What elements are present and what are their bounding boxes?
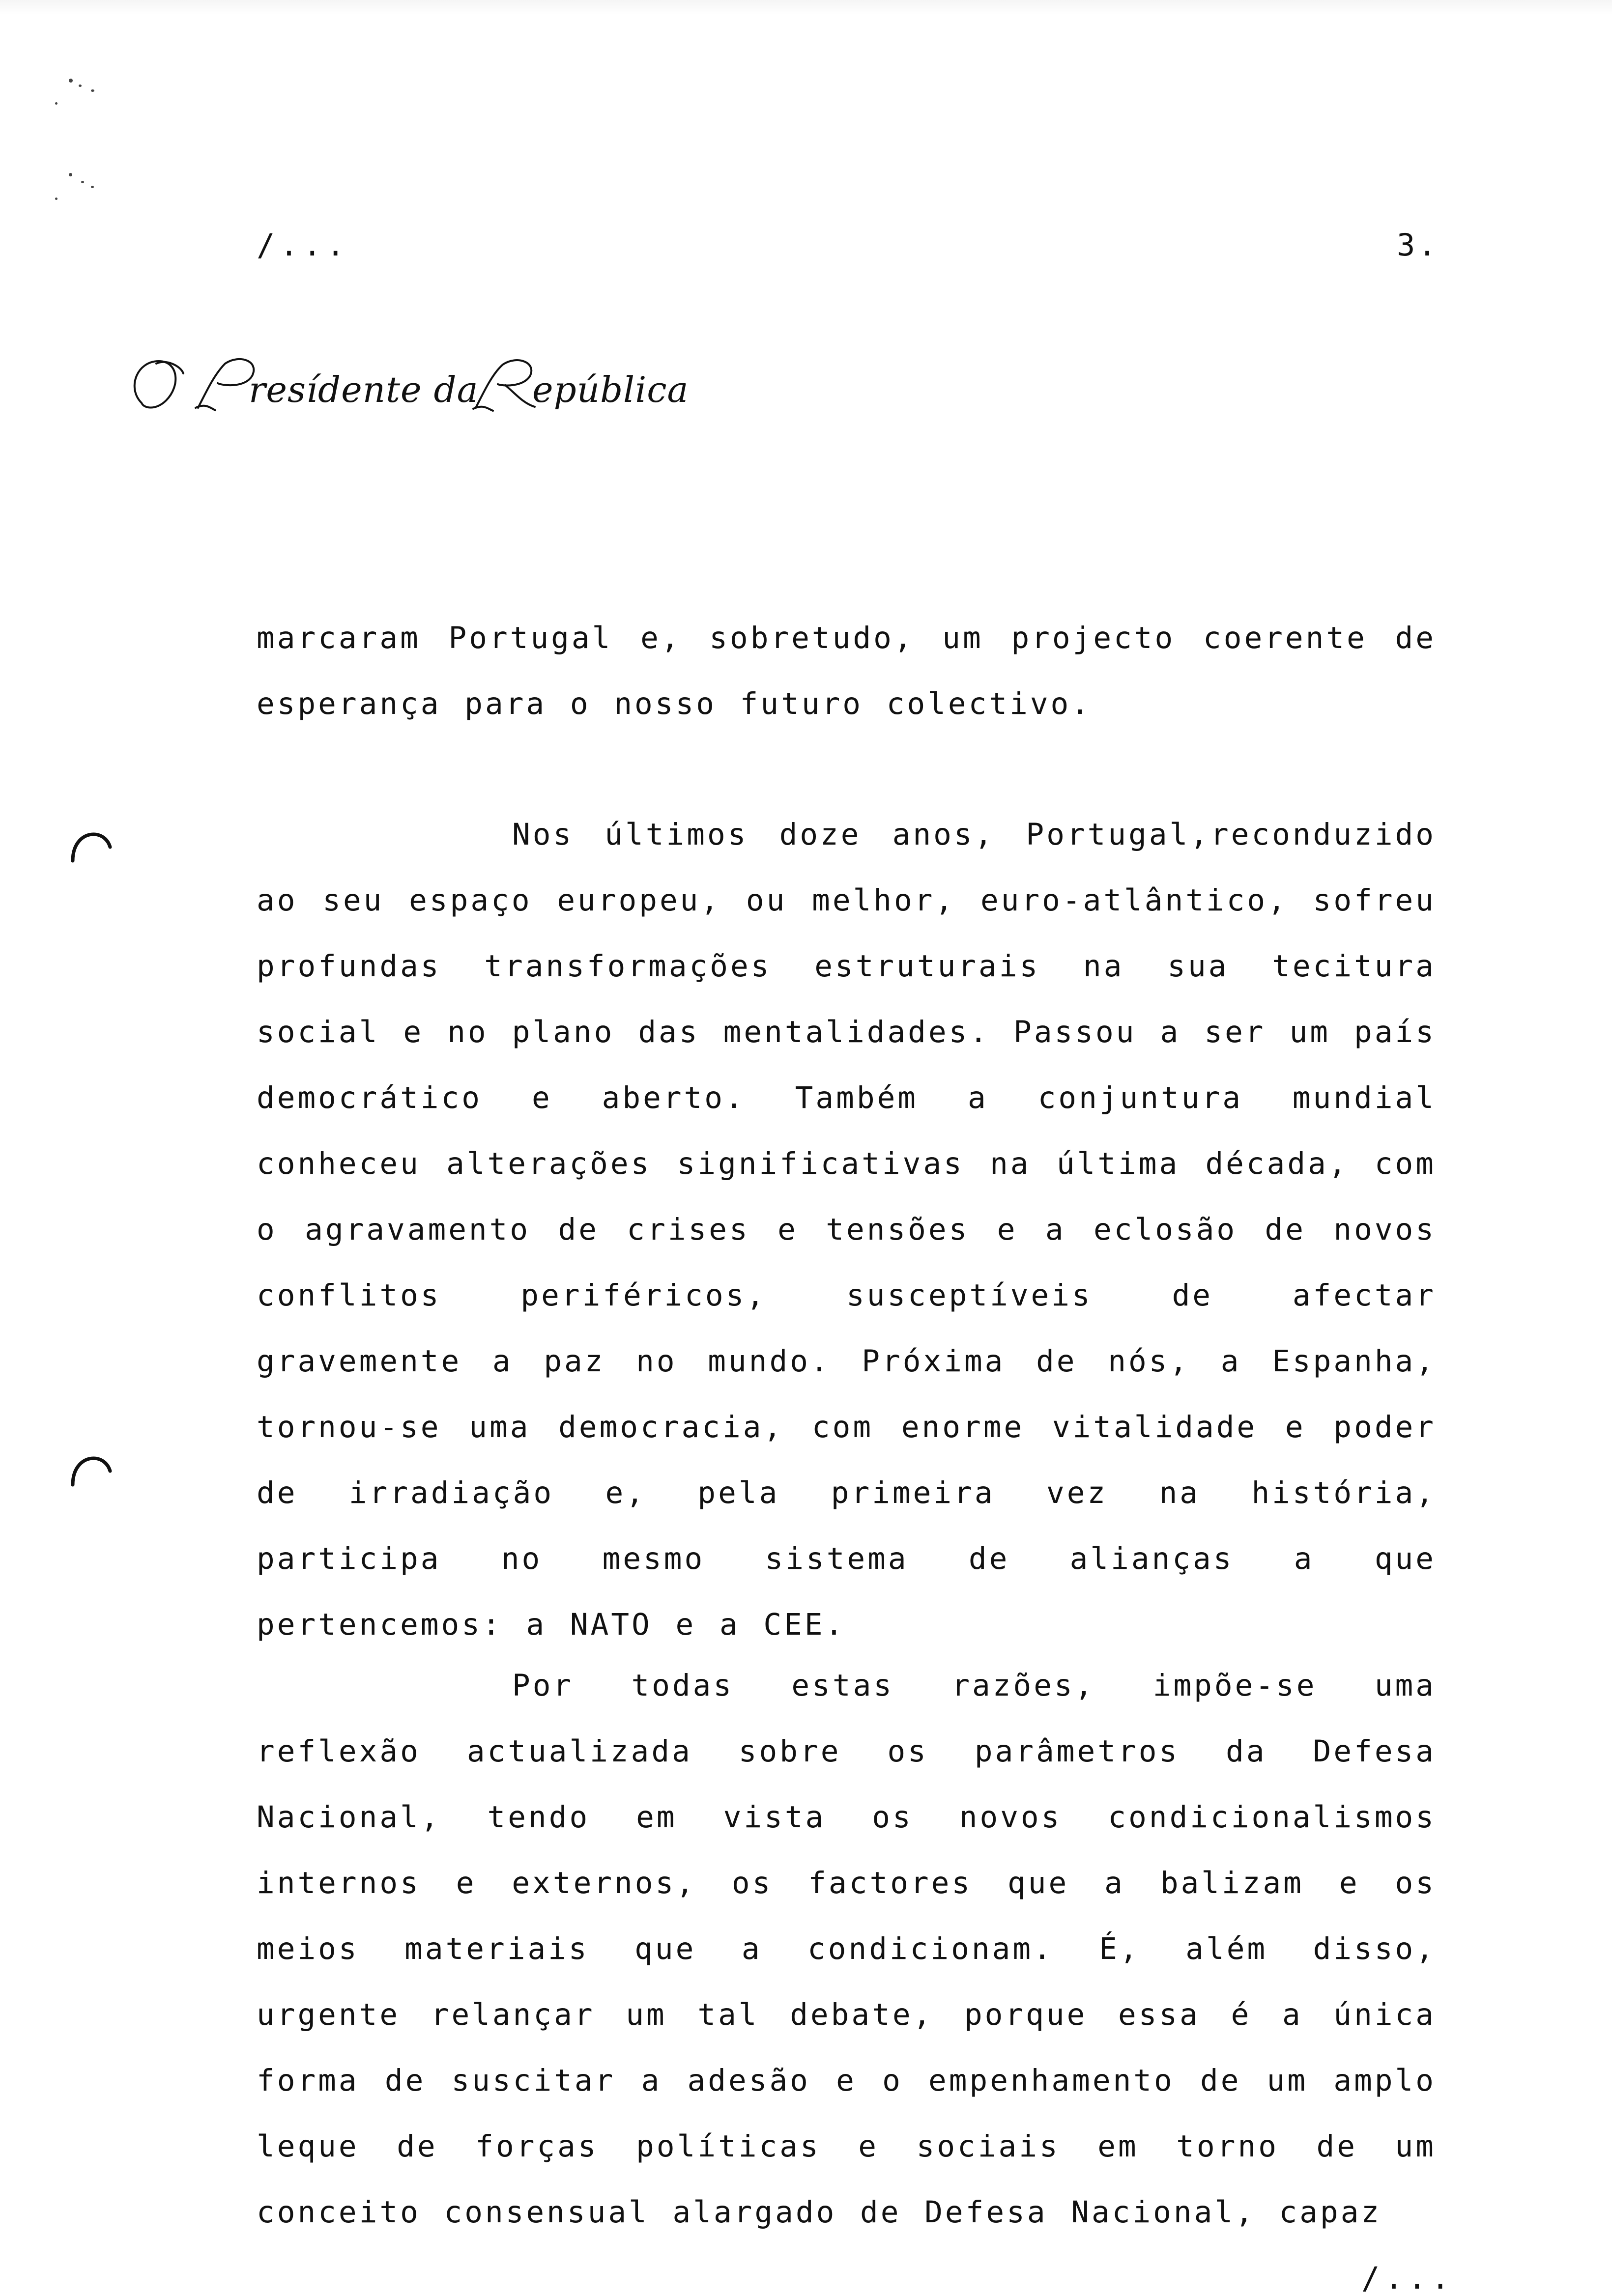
paragraph-1: marcaram Portugal e, sobretudo, um projecto coerente de esperança para o nosso futuro colectivo.: [257, 621, 1436, 721]
continuation-marker-top: /...: [257, 227, 350, 263]
paragraph-3: Por todas estas razões, impõe-se uma reflexão actualizada sobre os parâmetros da Defesa Nacional, tendo em vista os novos condicionalismos internos e externos, os factores que a balizam e os meios materiais que a condicionam. É, além disso, urgente relançar um tal debate, porque essa é a única forma de suscitar a adesão e o empenhamento de um amplo leque de forças políticas e sociais em torno de um conceito consensual alargado de Defesa Nacional, capaz: [257, 1668, 1436, 2230]
punch-hole-mark-bottom: [69, 1454, 113, 1489]
scan-speck: [55, 102, 58, 105]
svg-text:epública: epública: [532, 369, 689, 410]
scan-speck: [69, 79, 73, 83]
scan-speck: [81, 181, 84, 183]
page-number: 3.: [1397, 227, 1439, 263]
paragraph-2: Nos últimos doze anos, Portugal,reconduzido ao seu espaço europeu, ou melhor, euro-atlântico, sofreu profundas transformações estruturais na sua tecitura social e no plano das mentalidades. Passou a ser um país democrático e aberto. Também a conjuntura mundial conheceu alterações significativas na última década, com o agravamento de crises e tensões e a eclosão de novos conflitos periféricos, susceptíveis de afectar gravemente a paz no mundo. Próxima de nós, a Espanha, tornou-se uma democracia, com enorme vitalidade e poder de irradiação e, pela primeira vez na história, participa no mesmo sistema de alianças a que pertencemos: a NATO e a CEE.: [257, 817, 1436, 1642]
svg-text:resídente da: resídente da: [249, 369, 479, 410]
continuation-marker-bottom: /...: [1361, 2260, 1455, 2296]
scan-artifact: [0, 0, 1612, 15]
punch-hole-mark-top: [69, 830, 113, 865]
scan-speck: [55, 198, 58, 200]
scan-speck: [91, 89, 94, 92]
scan-speck: [69, 173, 72, 176]
scan-speck: [91, 186, 94, 188]
letterhead-signature-logo: [122, 344, 702, 427]
scan-speck: [79, 85, 82, 87]
